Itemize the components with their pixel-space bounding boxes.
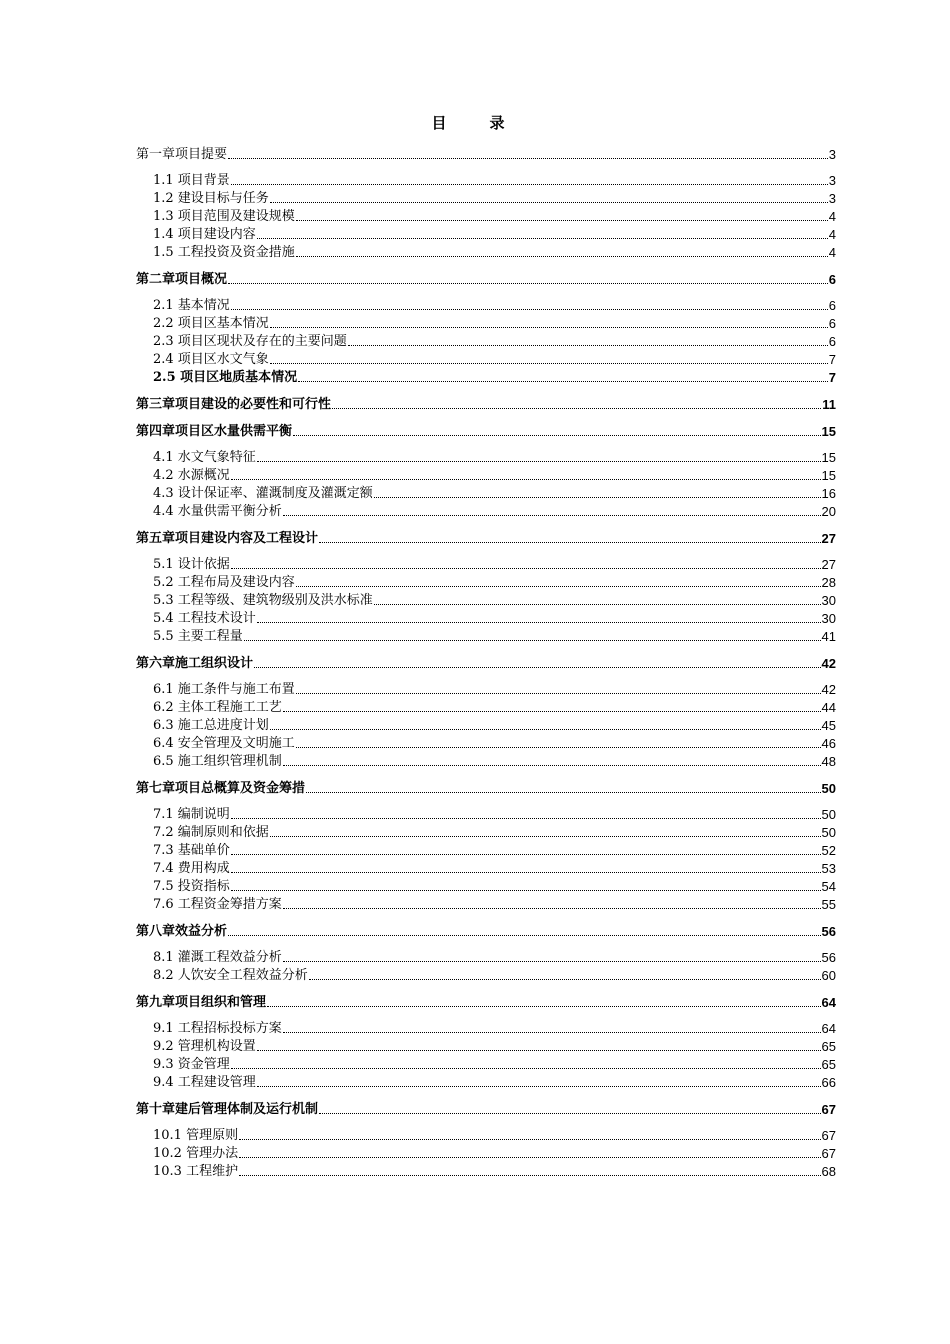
toc-section-entry[interactable] [136, 172, 836, 190]
toc-entry-label: 5.5 主要工程量 [153, 629, 243, 644]
dot-leader [296, 585, 821, 587]
toc-page-number: 30 [821, 593, 836, 608]
toc-page-number: 4 [828, 227, 836, 242]
toc-chapter-entry[interactable] [136, 923, 836, 941]
dot-leader [257, 460, 821, 462]
toc-entry-label: 6.1 施工条件与施工布置 [153, 682, 295, 697]
toc-section-entry[interactable] [136, 735, 836, 753]
toc-entry-label: 7.3 基础单价 [153, 843, 230, 858]
toc-entry-label: 2.4 项目区水文气象 [153, 352, 269, 367]
toc-section-entry[interactable] [136, 315, 836, 333]
toc-entry-label: 10.1 管理原则 [153, 1128, 239, 1143]
dot-leader [257, 621, 821, 623]
toc-section-entry[interactable] [136, 208, 836, 226]
dot-leader [298, 380, 828, 382]
toc-page-number: 20 [821, 504, 836, 519]
toc-section-entry[interactable] [136, 681, 836, 699]
dot-leader [270, 835, 821, 837]
toc-section-entry[interactable] [136, 896, 836, 914]
toc-page-number: 7 [828, 352, 836, 367]
table-of-contents [136, 146, 836, 1181]
dot-leader [270, 362, 828, 364]
toc-entry-label: 第六章施工组织设计 [136, 656, 254, 671]
toc-entry-label: 7.4 费用构成 [153, 861, 230, 876]
toc-page-number: 16 [821, 486, 836, 501]
toc-section-entry[interactable] [136, 190, 836, 208]
toc-entry-label: 2.5 项目区地质基本情况 [153, 370, 298, 385]
toc-entry-label: 第七章项目总概算及资金筹措 [136, 781, 306, 796]
toc-section-entry[interactable] [136, 1074, 836, 1092]
toc-section-entry[interactable] [136, 824, 836, 842]
toc-section-entry[interactable] [136, 860, 836, 878]
toc-page-number: 27 [821, 531, 836, 546]
toc-section-entry[interactable] [136, 485, 836, 503]
dot-leader [239, 1174, 820, 1176]
toc-entry-label: 1.2 建设目标与任务 [153, 191, 269, 206]
dot-leader [283, 960, 821, 962]
toc-page-number: 64 [821, 1021, 836, 1036]
toc-page-number: 60 [821, 968, 836, 983]
toc-entry-label: 5.3 工程等级、建筑物级别及洪水标准 [153, 593, 373, 608]
toc-page-number: 15 [821, 424, 836, 439]
toc-section-entry[interactable] [136, 1163, 836, 1181]
dot-leader [239, 1156, 820, 1158]
toc-entry-label: 8.2 人饮安全工程效益分析 [153, 968, 308, 983]
toc-page-number: 64 [821, 995, 836, 1010]
toc-page-number: 15 [821, 468, 836, 483]
toc-entry-label: 第二章项目概况 [136, 272, 228, 287]
toc-section-entry[interactable] [136, 1145, 836, 1163]
toc-entry-label: 第五章项目建设内容及工程设计 [136, 531, 319, 546]
toc-entry-label: 第三章项目建设的必要性和可行性 [136, 397, 332, 412]
toc-chapter-entry[interactable] [136, 396, 836, 414]
toc-page-number: 67 [821, 1102, 836, 1117]
toc-entry-label: 2.2 项目区基本情况 [153, 316, 269, 331]
toc-page-number: 65 [821, 1057, 836, 1072]
toc-section-entry[interactable] [136, 297, 836, 315]
dot-leader [374, 603, 821, 605]
toc-page-number: 41 [821, 629, 836, 644]
dot-leader [231, 889, 821, 891]
toc-entry-label: 2.3 项目区现状及存在的主要问题 [153, 334, 347, 349]
toc-entry-label: 第九章项目组织和管理 [136, 995, 267, 1010]
toc-entry-label: 6.3 施工总进度计划 [153, 718, 269, 733]
toc-page-number: 56 [821, 924, 836, 939]
toc-section-entry[interactable] [136, 967, 836, 985]
toc-page-number: 45 [821, 718, 836, 733]
toc-section-entry[interactable] [136, 574, 836, 592]
toc-entry-label: 9.3 资金管理 [153, 1057, 230, 1072]
toc-entry-label: 10.2 管理办法 [153, 1146, 239, 1161]
toc-page-number: 7 [828, 370, 836, 385]
toc-entry-label: 6.2 主体工程施工工艺 [153, 700, 282, 715]
toc-section-entry[interactable] [136, 842, 836, 860]
dot-leader [267, 1005, 821, 1007]
dot-leader [231, 817, 821, 819]
toc-entry-label: 7.1 编制说明 [153, 807, 230, 822]
toc-entry-label: 第四章项目区水量供需平衡 [136, 424, 293, 439]
toc-entry-label: 9.4 工程建设管理 [153, 1075, 256, 1090]
toc-section-entry[interactable] [136, 503, 836, 521]
toc-chapter-entry[interactable] [136, 146, 836, 164]
toc-chapter-entry[interactable] [136, 530, 836, 548]
toc-entry-label: 第十章建后管理体制及运行机制 [136, 1102, 319, 1117]
dot-leader [306, 791, 821, 793]
toc-entry-label: 5.2 工程布局及建设内容 [153, 575, 295, 590]
dot-leader [257, 1049, 821, 1051]
dot-leader [257, 237, 828, 239]
dot-leader [270, 728, 821, 730]
dot-leader [228, 157, 828, 159]
toc-entry-label: 4.4 水量供需平衡分析 [153, 504, 282, 519]
toc-page-number: 42 [821, 656, 836, 671]
toc-section-entry[interactable] [136, 717, 836, 735]
toc-page-number: 3 [828, 173, 836, 188]
dot-leader [332, 407, 821, 409]
toc-entry-label: 9.1 工程招标投标方案 [153, 1021, 282, 1036]
toc-page-number: 11 [822, 397, 836, 412]
dot-leader [270, 326, 828, 328]
toc-page-number: 27 [821, 557, 836, 572]
toc-page-number: 48 [821, 754, 836, 769]
dot-leader [231, 853, 821, 855]
toc-page-number: 42 [821, 682, 836, 697]
toc-section-entry[interactable] [136, 244, 836, 262]
dot-leader [319, 1112, 821, 1114]
dot-leader [228, 282, 828, 284]
dot-leader [283, 710, 821, 712]
dot-leader [254, 666, 821, 668]
toc-entry-label: 4.3 设计保证率、灌溉制度及灌溉定额 [153, 486, 373, 501]
toc-page-number: 53 [821, 861, 836, 876]
dot-leader [296, 255, 828, 257]
dot-leader [239, 1138, 820, 1140]
toc-chapter-entry[interactable] [136, 994, 836, 1012]
dot-leader [374, 496, 821, 498]
toc-section-entry[interactable] [136, 369, 836, 387]
toc-page-number: 68 [821, 1164, 836, 1179]
toc-page-number: 65 [821, 1039, 836, 1054]
toc-entry-label: 7.6 工程资金筹措方案 [153, 897, 282, 912]
dot-leader [293, 434, 821, 436]
toc-section-entry[interactable] [136, 949, 836, 967]
toc-section-entry[interactable] [136, 806, 836, 824]
toc-section-entry[interactable] [136, 592, 836, 610]
dot-leader [228, 934, 821, 936]
toc-page-number: 54 [821, 879, 836, 894]
toc-page-number: 46 [821, 736, 836, 751]
toc-entry-label: 10.3 工程维护 [153, 1164, 239, 1179]
toc-section-entry[interactable] [136, 699, 836, 717]
dot-leader [231, 183, 828, 185]
toc-page-number: 6 [828, 298, 836, 313]
toc-entry-label: 7.2 编制原则和依据 [153, 825, 269, 840]
toc-section-entry[interactable] [136, 351, 836, 369]
dot-leader [296, 219, 828, 221]
dot-leader [231, 308, 828, 310]
toc-entry-label: 第八章效益分析 [136, 924, 228, 939]
toc-page-number: 56 [821, 950, 836, 965]
dot-leader [283, 514, 821, 516]
toc-entry-label: 6.4 安全管理及文明施工 [153, 736, 295, 751]
toc-entry-label: 1.4 项目建设内容 [153, 227, 256, 242]
toc-section-entry[interactable] [136, 226, 836, 244]
toc-section-entry[interactable] [136, 610, 836, 628]
dot-leader [283, 1031, 821, 1033]
toc-entry-label: 5.4 工程技术设计 [153, 611, 256, 626]
toc-entry-label: 1.5 工程投资及资金措施 [153, 245, 295, 260]
toc-section-entry[interactable] [136, 467, 836, 485]
toc-section-entry[interactable] [136, 878, 836, 896]
dot-leader [319, 541, 821, 543]
toc-page-number: 4 [828, 245, 836, 260]
dot-leader [231, 871, 821, 873]
dot-leader [296, 692, 821, 694]
toc-page-number: 6 [828, 334, 836, 349]
toc-page-number: 4 [828, 209, 836, 224]
toc-section-entry[interactable] [136, 753, 836, 771]
toc-page-number: 6 [828, 316, 836, 331]
toc-page-number: 66 [821, 1075, 836, 1090]
dot-leader [231, 567, 821, 569]
toc-entry-label: 9.2 管理机构设置 [153, 1039, 256, 1054]
toc-page-number: 55 [821, 897, 836, 912]
toc-section-entry[interactable] [136, 628, 836, 646]
toc-entry-label: 8.1 灌溉工程效益分析 [153, 950, 282, 965]
toc-page-number: 3 [828, 191, 836, 206]
dot-leader [244, 639, 821, 641]
toc-entry-label: 4.2 水源概况 [153, 468, 230, 483]
dot-leader [296, 746, 821, 748]
toc-page-number: 50 [821, 781, 836, 796]
toc-entry-label: 6.5 施工组织管理机制 [153, 754, 282, 769]
toc-chapter-entry[interactable] [136, 423, 836, 441]
toc-entry-label: 7.5 投资指标 [153, 879, 230, 894]
toc-page-number: 3 [828, 147, 836, 162]
dot-leader [309, 978, 821, 980]
toc-page-number: 50 [821, 807, 836, 822]
toc-page-number: 52 [821, 843, 836, 858]
toc-entry-label: 4.1 水文气象特征 [153, 450, 256, 465]
toc-section-entry[interactable] [136, 1056, 836, 1074]
toc-chapter-entry[interactable] [136, 655, 836, 673]
toc-page-number: 6 [828, 272, 836, 287]
toc-chapter-entry[interactable] [136, 1101, 836, 1119]
toc-entry-label: 2.1 基本情况 [153, 298, 230, 313]
toc-chapter-entry[interactable] [136, 780, 836, 798]
toc-section-entry[interactable] [136, 333, 836, 351]
toc-page-number: 50 [821, 825, 836, 840]
toc-page-number: 15 [821, 450, 836, 465]
dot-leader [283, 907, 821, 909]
toc-title: 目 录 [431, 114, 519, 132]
toc-entry-label: 第一章项目提要 [136, 147, 228, 162]
toc-page-number: 28 [821, 575, 836, 590]
toc-page-number: 30 [821, 611, 836, 626]
dot-leader [231, 1067, 821, 1069]
toc-chapter-entry[interactable] [136, 271, 836, 289]
toc-section-entry[interactable] [136, 1038, 836, 1056]
dot-leader [231, 478, 821, 480]
dot-leader [257, 1085, 821, 1087]
toc-page-number: 44 [821, 700, 836, 715]
toc-page-number: 67 [821, 1128, 836, 1143]
dot-leader [348, 344, 828, 346]
toc-page-number: 67 [821, 1146, 836, 1161]
toc-entry-label: 1.1 项目背景 [153, 173, 230, 188]
dot-leader [283, 764, 821, 766]
toc-entry-label: 1.3 项目范围及建设规模 [153, 209, 295, 224]
toc-section-entry[interactable] [136, 1020, 836, 1038]
toc-section-entry[interactable] [136, 1127, 836, 1145]
dot-leader [270, 201, 828, 203]
toc-entry-label: 5.1 设计依据 [153, 557, 230, 572]
toc-section-entry[interactable] [136, 556, 836, 574]
toc-section-entry[interactable] [136, 449, 836, 467]
